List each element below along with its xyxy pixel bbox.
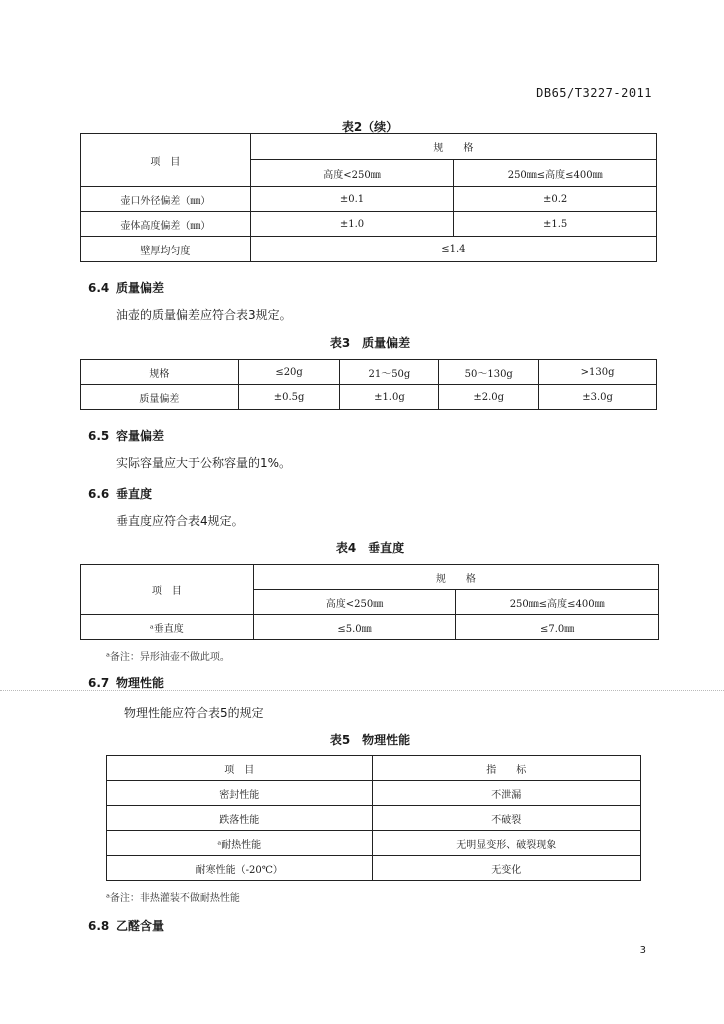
table4-col2-header: 250㎜≤高度≤400㎜ (456, 590, 659, 615)
section-6-4-heading (88, 279, 164, 296)
section-number: 6.7 (88, 676, 110, 690)
section-6-7-heading (88, 674, 164, 691)
table2-cell: ±1.5 (454, 212, 657, 237)
table3-cell: ±2.0g (439, 385, 539, 410)
section-number: 6.6 (88, 487, 110, 501)
table5-row-label: 耐寒性能（-20℃） (107, 856, 373, 881)
table2-col1-header: 高度<250㎜ (250, 160, 454, 187)
table5-cell: 无明显变形、破裂现象 (372, 831, 640, 856)
table5-header-cell: 指 标 (372, 756, 640, 781)
page-number: 3 (639, 945, 646, 956)
section-6-8-heading (88, 917, 164, 934)
table5-row-label: ᵃ耐热性能 (107, 831, 373, 856)
section-number: 6.4 (88, 281, 110, 295)
section-title: 乙醛含量 (116, 919, 165, 933)
table4-cell: ≤5.0㎜ (253, 615, 456, 640)
table3-caption: 表3 质量偏差 (329, 336, 411, 350)
table5-row-label: 密封性能 (107, 781, 373, 806)
table5-row-label: 跌落性能 (107, 806, 373, 831)
table4-cell: ≤7.0㎜ (456, 615, 659, 640)
table5 (106, 755, 641, 881)
table2-col2-header: 250㎜≤高度≤400㎜ (454, 160, 657, 187)
section-title: 垂直度 (116, 487, 153, 501)
table3-header-cell: 21～50g (340, 360, 439, 385)
table2-row-label: 壁厚均匀度 (81, 237, 251, 262)
table2-item-header: 项 目 (81, 134, 251, 187)
section-title: 质量偏差 (116, 281, 165, 295)
table3-header-cell: >130g (539, 360, 657, 385)
table5-cell: 不泄漏 (372, 781, 640, 806)
section-title: 物理性能 (116, 676, 165, 690)
table2-spec-header: 规 格 (250, 134, 656, 160)
table2-cell: ≤1.4 (250, 237, 656, 262)
table3-header-cell: ≤20g (238, 360, 340, 385)
table3-cell: ±1.0g (340, 385, 439, 410)
table4-caption: 表4 垂直度 (335, 541, 405, 555)
table3-cell: 质量偏差 (81, 385, 239, 410)
table3 (80, 359, 657, 410)
table2-row-label: 壶体高度偏差（㎜） (81, 212, 251, 237)
section-6-5-text: 实际容量应大于公称容量的1%。 (116, 456, 292, 470)
table3-header-cell: 规格 (81, 360, 239, 385)
standard-code: DB65/T3227-2011 (536, 86, 652, 100)
table3-cell: ±3.0g (539, 385, 657, 410)
table4-row-label: ᵃ垂直度 (81, 615, 254, 640)
table4-item-header: 项 目 (81, 565, 254, 615)
section-6-7-text: 物理性能应符合表5的规定 (124, 706, 264, 720)
table3-header-cell: 50～130g (439, 360, 539, 385)
table2-caption: 表2（续） (341, 120, 399, 134)
table5-caption: 表5 物理性能 (329, 733, 411, 747)
table4-spec-header: 规 格 (253, 565, 658, 590)
table2-cell: ±0.1 (250, 187, 454, 212)
table5-header-cell: 项 目 (107, 756, 373, 781)
section-number: 6.5 (88, 429, 110, 443)
section-6-5-heading (88, 427, 164, 444)
section-6-6-text: 垂直度应符合表4规定。 (116, 514, 244, 528)
table2-cell: ±1.0 (250, 212, 454, 237)
table4-col1-header: 高度<250㎜ (253, 590, 456, 615)
section-6-6-heading (88, 485, 152, 502)
table5-note: ᵃ备注：非热灌装不做耐热性能 (106, 893, 240, 904)
table2-cell: ±0.2 (454, 187, 657, 212)
section-number: 6.8 (88, 919, 110, 933)
table4 (80, 564, 659, 640)
section-title: 容量偏差 (116, 429, 165, 443)
table5-cell: 不破裂 (372, 806, 640, 831)
section-6-4-text: 油壶的质量偏差应符合表3规定。 (116, 308, 292, 322)
table3-cell: ±0.5g (238, 385, 340, 410)
table5-cell: 无变化 (372, 856, 640, 881)
table2-row-label: 壶口外径偏差（㎜） (81, 187, 251, 212)
table4-note: ᵃ备注：异形油壶不做此项。 (106, 652, 230, 663)
table2 (80, 133, 657, 262)
